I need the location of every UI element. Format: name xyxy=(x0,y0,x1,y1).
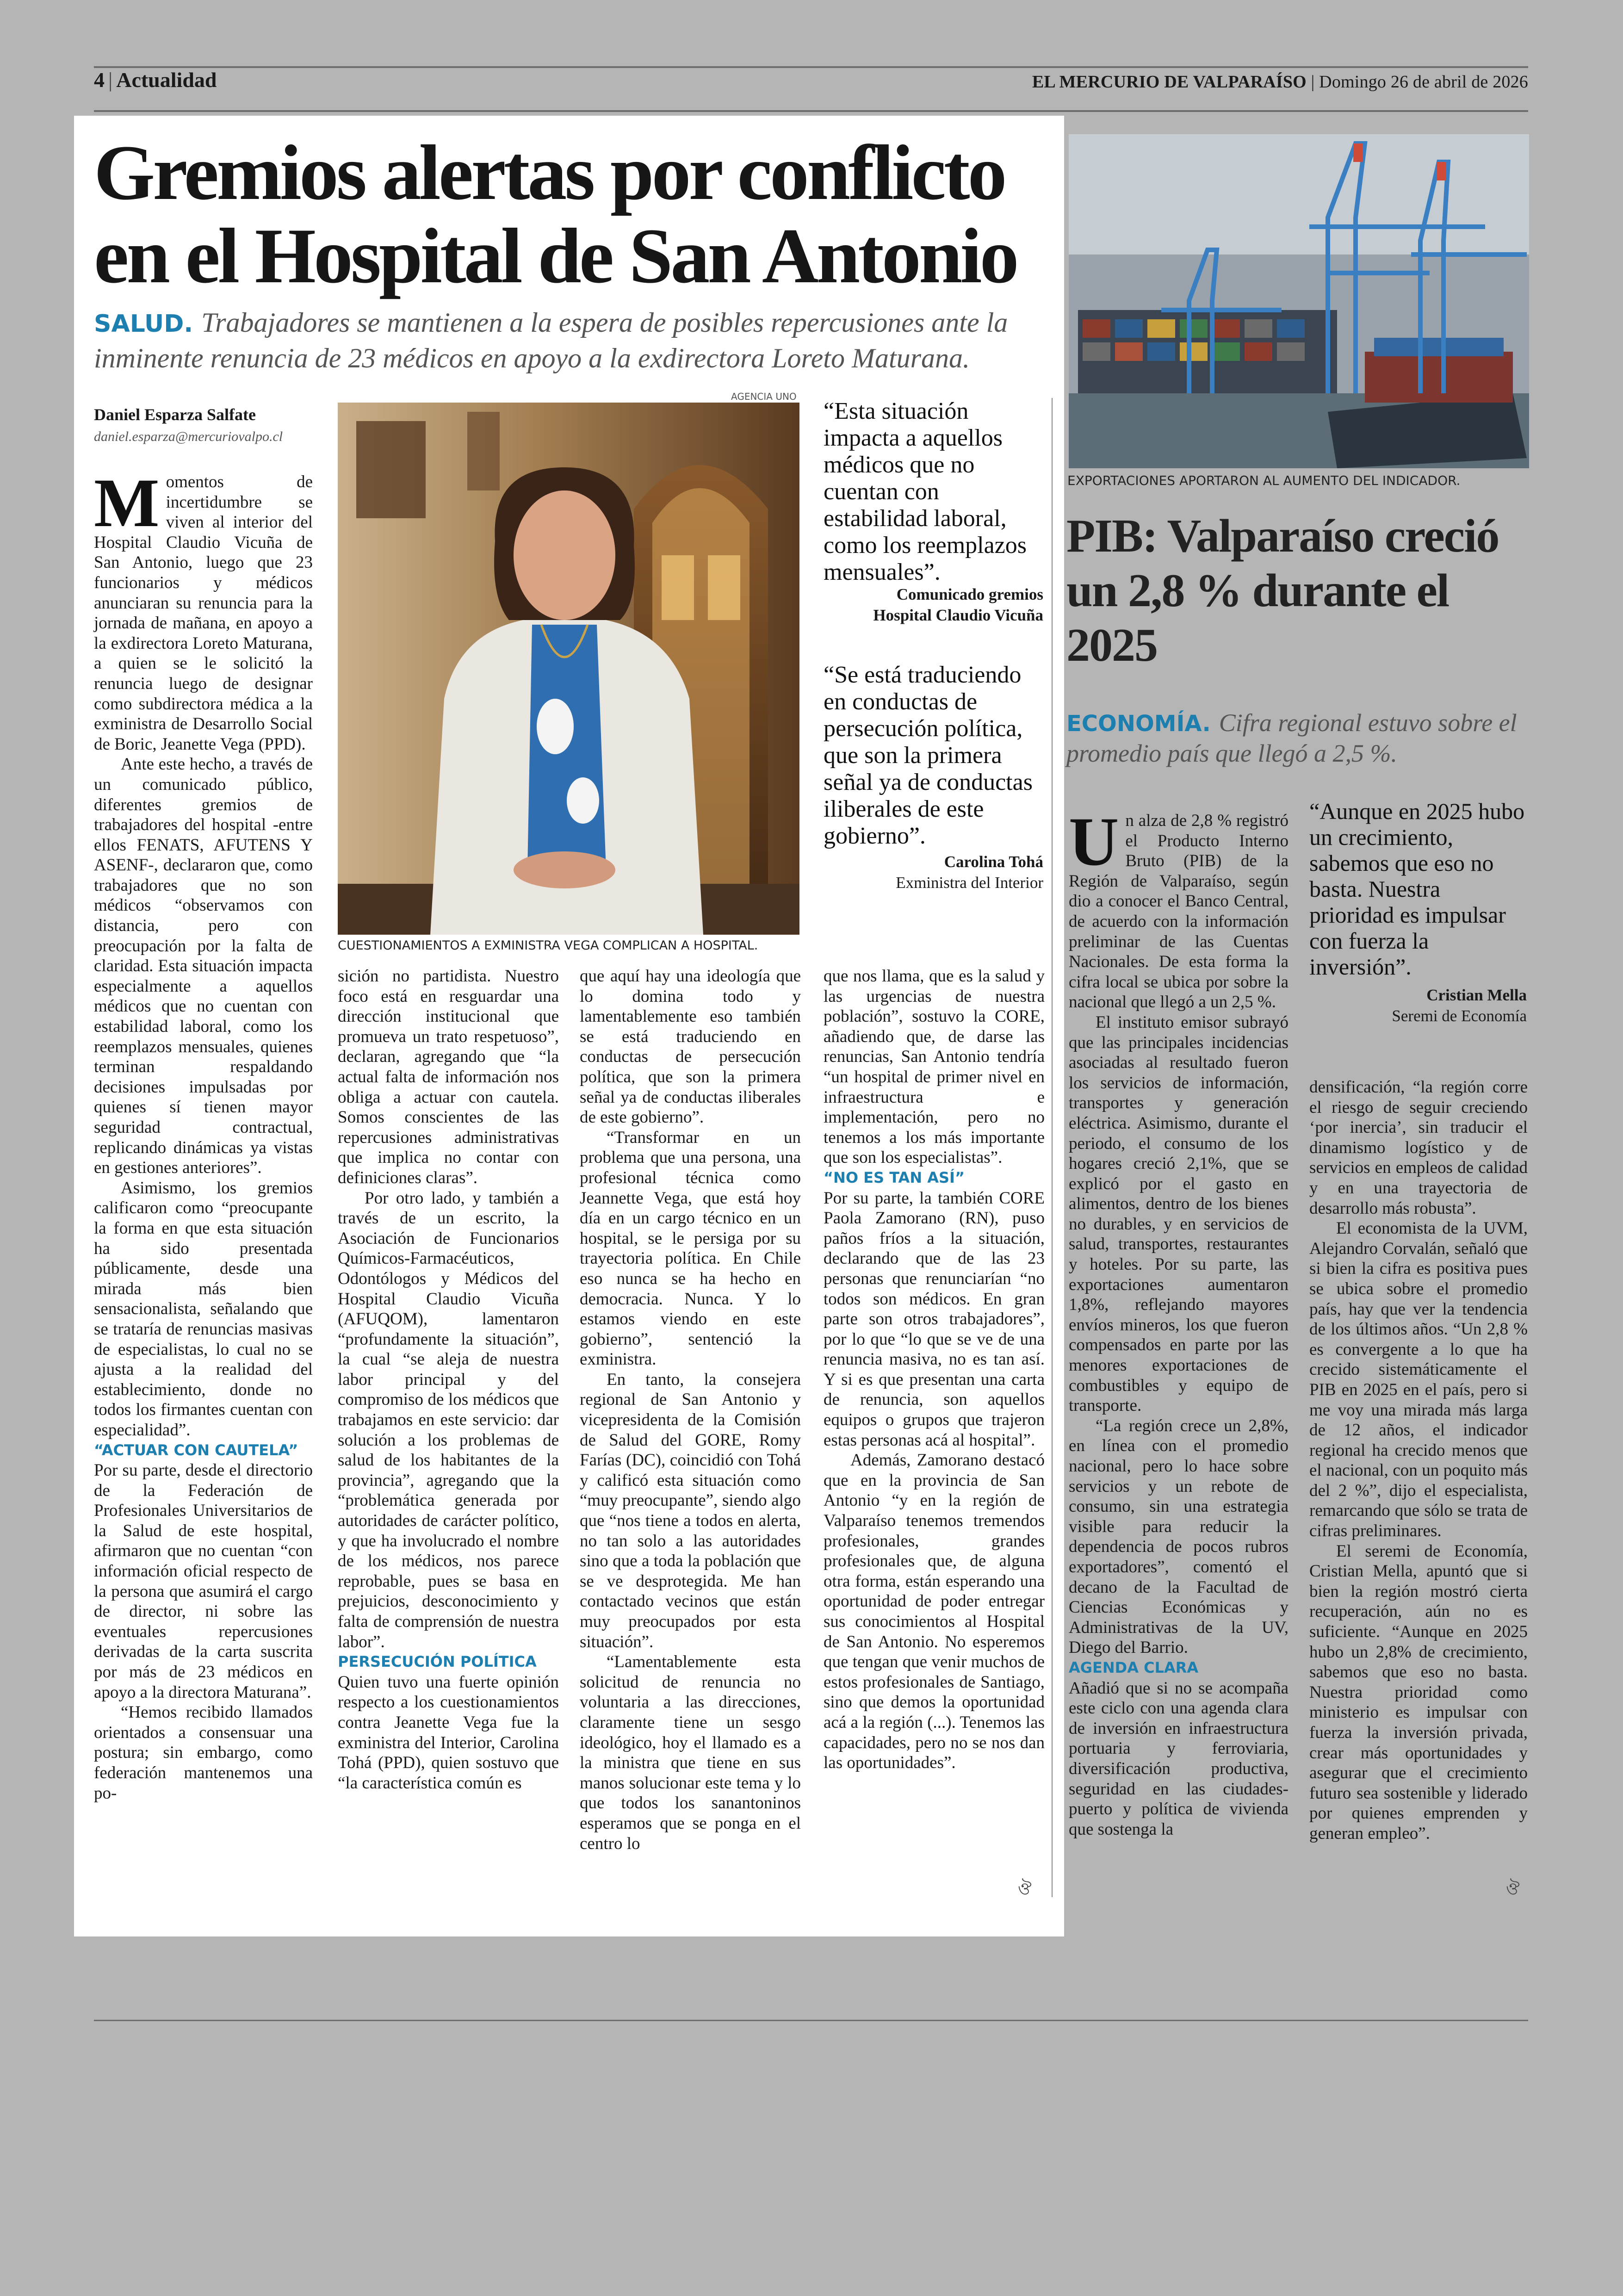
quote1-source-2: Hospital Claudio Vicuña xyxy=(873,606,1043,624)
col3-paragraph-2: “Transformar en un problema que una persona, una profesional técnica como Jeannette Vega, que está hoy día en un cargo técnico en un hospital, se le persiga por su trayectoria política. En Chile eso nunca se ha hecho en democracia. Nunca. Y lo estamos viendo en este gobierno”, sentenció la exministra. xyxy=(580,1128,801,1369)
port-photo-caption: EXPORTACIONES APORTARON AL AUMENTO DEL INDICADOR. xyxy=(1067,473,1461,488)
main-column-4 xyxy=(824,966,1045,1773)
dropcap-u: U xyxy=(1069,803,1119,880)
col3-paragraph-1: que aquí hay una ideología que lo domina todo y lamentablemente eso también se está traduciendo en conductas de persecución política, que son la primera señal ya de conductas iliberales de este gobierno”. xyxy=(580,967,801,1127)
side-column-1 xyxy=(1069,803,1288,1839)
port-cranes-illustration xyxy=(1069,134,1529,468)
col1-paragraph-3: Asimismo, los gremios calificaron como “preocupante la forma en que esta situación ha sido presentada públicamente, desde una mirada más bien sensacionalista, señalando que se trataría de renuncias masivas de especialistas, lo cual no se ajusta a la realidad del establecimiento, donde no todos los firmantes cuentan con especialidad”. xyxy=(94,1178,313,1440)
quote-mella-name: Cristian Mella xyxy=(1426,986,1527,1004)
side-col1-paragraph-3: “La región crece un 2,8%, en línea con el promedio nacional, pero lo hace sobre servicios y un rebote de consumo, sin una estrategia visible para reducir la dependencia de pocos rubros exportadores”, comentó el decano de la Facultad de Ciencias Económicas y Administrativas de la UV, Diego del Barrio. xyxy=(1069,1416,1288,1657)
col1-paragraph-4: Por su parte, desde el directorio de la Federación de Profesionales Universitarios de la Salud de este hospital, afirmaron que no cuentan “con información oficial respecto de la persona que asumirá el cargo de director, ni sobre las eventuales repercusiones derivadas de la carta suscrita por más de 23 médicos en apoyo a la directora Maturana”. xyxy=(94,1461,313,1702)
col2-paragraph-1: sición no partidista. Nuestro foco está en resguardar una dirección institucional que promueva un trato respetuoso”, declaran, agregando que “la actual falta de información nos obliga a actuar con cautela. Somos conscientes de las repercusiones administrativas que implica no contar con definiciones claras”. xyxy=(338,967,559,1187)
col1-paragraph-2: Ante este hecho, a través de un comunicado público, diferentes gremios de trabajadores del hospital -entre ellos FENATS, AFUTENS Y ASENF-, declararon que, como trabajadores que no son médicos “observamos con distancia, pero con preocupación por la falta de claridad. Esta situación impacta especialmente a aquellos médicos que no cuentan con estabilidad laboral, como los reemplazos mensuales, quienes terminan respaldando decisiones impulsadas por quienes sí tienen mayor seguridad contractual, replicando dinámicas ya vistas en gestiones anteriores”. xyxy=(94,755,313,1178)
header-rule xyxy=(94,110,1528,112)
side-col1-paragraph-1 xyxy=(1069,803,1288,1012)
main-column-1 xyxy=(94,465,313,1803)
subhead-agenda-clara: AGENDA CLARA xyxy=(1069,1658,1199,1676)
author-email[interactable]: daniel.esparza@mercuriovalpo.cl xyxy=(94,429,283,444)
headline-line-1: Gremios alertas por conflicto xyxy=(94,129,1005,216)
author-byline: Daniel Esparza Salfate xyxy=(94,405,256,424)
side-deck xyxy=(1066,708,1529,768)
masthead: EL MERCURIO DE VALPARAÍSO | Domingo 26 de abril de 2026 xyxy=(1032,72,1528,92)
side-col1-paragraph-2: El instituto emisor subrayó que las principales incidencias asociadas al resultado fueron los servicios de información, transportes y generación eléctrica. Asimismo, durante el periodo, el consumo de los hogares creció 2,1%, que se explicó por el gasto en alimentos, dentro de los bienes no durables, y en servicios de salud, transportes, restaurantes y hoteles. Por su parte, las exportaciones aumentaron 1,8%, reflejando mayores envíos mineros, los que fueron compensados en parte por las menores exportaciones de combustibles y equipo de transporte. xyxy=(1069,1012,1288,1415)
col4-paragraph-3: Además, Zamorano destacó que en la provincia de San Antonio “y en la región de Valparaíso tenemos tremendos profesionales, grandes profesionales que, de alguna otra forma, están esperando una oportunidad de poder entregar sus conocimientos al Hospital de San Antonio. No esperemos que tengan que venir muchos de estos profesionales de Santiago, sino que demos la oportunidad acá a la región (...). Tenemos las capacidades, pero no se nos dan las oportunidades”. xyxy=(824,1451,1045,1773)
kicker-salud: SALUD. xyxy=(94,310,193,338)
section-name: Actualidad xyxy=(116,68,217,92)
pull-quote-mella-attribution xyxy=(1309,985,1527,1026)
col1-paragraph-1 xyxy=(94,465,313,754)
end-mark-icon: ঔ xyxy=(1018,1880,1032,1898)
pull-quote-mella: “Aunque en 2025 hubo un crecimiento, sabemos que eso no basta. Nuestra prioridad es impulsar con fuerza la inversión”. xyxy=(1309,798,1525,980)
side-column-2 xyxy=(1309,1077,1528,1844)
main-photo xyxy=(338,403,799,935)
photo-caption: CUESTIONAMIENTOS A EXMINISTRA VEGA COMPLICAN A HOSPITAL. xyxy=(338,938,758,953)
kicker-economia: ECONOMÍA. xyxy=(1066,711,1211,737)
quote-mella-role: Seremi de Economía xyxy=(1392,1007,1527,1025)
dropcap-m: M xyxy=(94,465,160,541)
page-folio: 4 | Actualidad xyxy=(94,68,217,92)
col4-paragraph-2: Por su parte, la también CORE Paola Zamorano (RN), puso paños fríos a la situación, declarando que de las 23 personas que renunciarían “no todos son médicos. En gran parte son otros trabajadores”, por lo que “lo que se ve de una renuncia masiva, no es tan así. Y si es que presentan una carta de renuncia, son aquellos equipos o grupos que trajeron estas personas acá al hospital”. xyxy=(824,1188,1045,1450)
issue-date: Domingo 26 de abril de 2026 xyxy=(1319,72,1528,92)
subhead-actuar-con-cautela: “ACTUAR CON CAUTELA” xyxy=(94,1441,298,1459)
newspaper-name: EL MERCURIO DE VALPARAÍSO xyxy=(1032,72,1307,92)
side-headline: PIB: Valparaíso creció un 2,8 % durante el 2025 xyxy=(1066,510,1499,671)
page-number: 4 xyxy=(94,68,105,92)
headline-line-2: en el Hospital de San Antonio xyxy=(94,212,1017,299)
pull-quote-gremios: “Esta situación impacta a aquellos médicos que no cuentan con estabilidad laboral, como los reemplazos mensuales”. xyxy=(824,398,1027,585)
quote2-name: Carolina Tohá xyxy=(944,853,1043,871)
side-col2-paragraph-1: densificación, “la región corre el riesgo de seguir creciendo ‘por inercia’, sin traducir el dinamismo logístico y de servicios en empleos de calidad y en una trayectoria de desarrollo más robusta”. xyxy=(1309,1078,1528,1218)
photo-credit: AGENCIA UNO xyxy=(731,391,797,402)
main-column-2 xyxy=(338,966,559,1793)
side-end-mark-icon: ঔ xyxy=(1506,1880,1520,1898)
top-rule xyxy=(94,66,1528,68)
main-deck xyxy=(94,305,1065,375)
bottom-rule xyxy=(94,2020,1528,2021)
subhead-persecucion-politica: PERSECUCIÓN POLÍTICA xyxy=(338,1653,537,1671)
column-divider xyxy=(1052,398,1053,1897)
col3-paragraph-4: “Lamentablemente esta solicitud de renuncia no voluntaria a las direcciones, claramente tiene un sesgo ideológico, hoy el llamado es a la ministra que tiene en sus manos solucionar este tema y lo que todos los sanantoninos esperamos que se ponga en el centro lo xyxy=(580,1652,801,1853)
side-col2-paragraph-2: El economista de la UVM, Alejandro Corvalán, señaló que si bien la cifra es positiva pues se ubica sobre el promedio país, hay que ver la tendencia de los últimos años. “Un 2,8 % es convergente a lo que ha crecido sistemáticamente el PIB en 2025 en el país, pero si me voy una mirada más larga de 12 años, el indicador regional ha crecido menos que el nacional, con un poquito más del 2 %”, dijo el especialista, remarcando que sólo se trata de cifras preliminares. xyxy=(1309,1219,1528,1541)
quote2-role: Exministra del Interior xyxy=(896,874,1043,892)
col1-text-1: omentos de incertidumbre se viven al interior del Hospital Claudio Vicuña de San Antonio, luego que 23 funcionarios y médicos anunciaran su renuncia para la jornada de mañana, en apoyo a la exdirectora Loreto Maturana, a quien se le solicitó la renuncia luego de designar como subdirectora médica a la exministra de Desarrollo Social de Boric, Jeanette Vega (PPD). xyxy=(94,472,313,754)
pull-quote-toha: “Se está traduciendo en conductas de persecución política, que son la primera señal ya de conductas iliberales de este gobierno”. xyxy=(824,662,1033,849)
subhead-no-es-tan-asi: “NO ES TAN ASÍ” xyxy=(824,1168,965,1186)
main-headline xyxy=(94,131,1052,298)
quote1-source: Comunicado gremios xyxy=(896,585,1043,603)
side-col2-paragraph-3: El seremi de Economía, Cristian Mella, apuntó que si bien la región mostró cierta recuperación, aún no es suficiente. “Aunque en 2025 hubo un 2,8% de crecimiento, sabemos que eso no basta. Nuestra prioridad como ministerio es impulsar con fuerza la inversión privada, crear más oportunidades y asegurar que el crecimiento futuro sea sostenible y liderado por quienes emprenden y generan empleo”. xyxy=(1309,1541,1528,1843)
port-photo xyxy=(1069,134,1529,468)
side-col1-paragraph-4: Añadió que si no se acompaña este ciclo con una agenda clara de inversión en infraestructura portuaria y ferroviaria, diversificación productiva, seguridad en las ciudades-puerto y política de vivienda que sostenga la xyxy=(1069,1678,1288,1839)
pull-quote-toha-attribution xyxy=(824,851,1043,893)
main-column-3 xyxy=(580,966,801,1854)
col2-paragraph-3: Quien tuvo una fuerte opinión respecto a los cuestionamientos contra Jeanette Vega fue la exministra del Interior, Carolina Tohá (PPD), quien sostuvo que “la característica común es xyxy=(338,1672,559,1793)
side-col1-text-1: n alza de 2,8 % registró el Producto Interno Bruto (PIB) de la Región de Valparaíso, según dio a conocer el Banco Central, de acuerdo con la información preliminar de las Cuentas Nacionales. De esta forma la cifra local se ubica por sobre la nacional que llegó a un 2,5 %. xyxy=(1069,811,1288,1012)
col2-paragraph-2: Por otro lado, y también a través de un escrito, la Asociación de Funcionarios Químicos-Farmacéuticos, Odontólogos y Médicos del Hospital Claudio Vicuña (AFUQOM), lamentaron “profundamente la situación”, la cual “se aleja de nuestra labor principal y del compromiso de los médicos que trabajamos en este servicio: dar solución a los problemas de salud de los habitantes de la provincia”, agregando que la “problemática generada por autoridades de carácter político, y que ha involucrado el nombre de los médicos, nos parece reprobable, pues se basa en prejuicios, desconocimiento y falta de comprensión de nuestra labor”. xyxy=(338,1188,559,1651)
side-deck-text: Cifra regional estuvo sobre el promedio país que llegó a 2,5 %. xyxy=(1066,709,1517,767)
pull-quote-gremios-attribution xyxy=(824,584,1043,626)
portrait-illustration xyxy=(338,403,799,935)
col1-paragraph-5: “Hemos recibido llamados orientados a consensuar una postura; sin embargo, como federación mantenemos una po- xyxy=(94,1703,313,1803)
col3-paragraph-3: En tanto, la consejera regional de San Antonio y vicepresidenta de la Comisión de Salud del GORE, Romy Farías (DC), coincidió con Tohá y calificó esta situación como “muy preocupante”, siendo algo que “nos tiene a todos en alerta, no tan solo a las autoridades sino que a toda la población que se ve desprotegida. Me han contactado vecinos que están muy preocupados por esta situación”. xyxy=(580,1370,801,1651)
col4-paragraph-1: que nos llama, que es la salud y las urgencias de nuestra población”, sostuvo la CORE, añadiendo que, de darse las renuncias, San Antonio tendría “un hospital de primer nivel en infraestructura e implementación, pero no tenemos a los más importante que son los especialistas”. xyxy=(824,967,1045,1167)
deck-text: Trabajadores se mantienen a la espera de posibles repercusiones ante la inminente renuncia de 23 médicos en apoyo a la exdirectora Loreto Maturana. xyxy=(94,307,1008,373)
